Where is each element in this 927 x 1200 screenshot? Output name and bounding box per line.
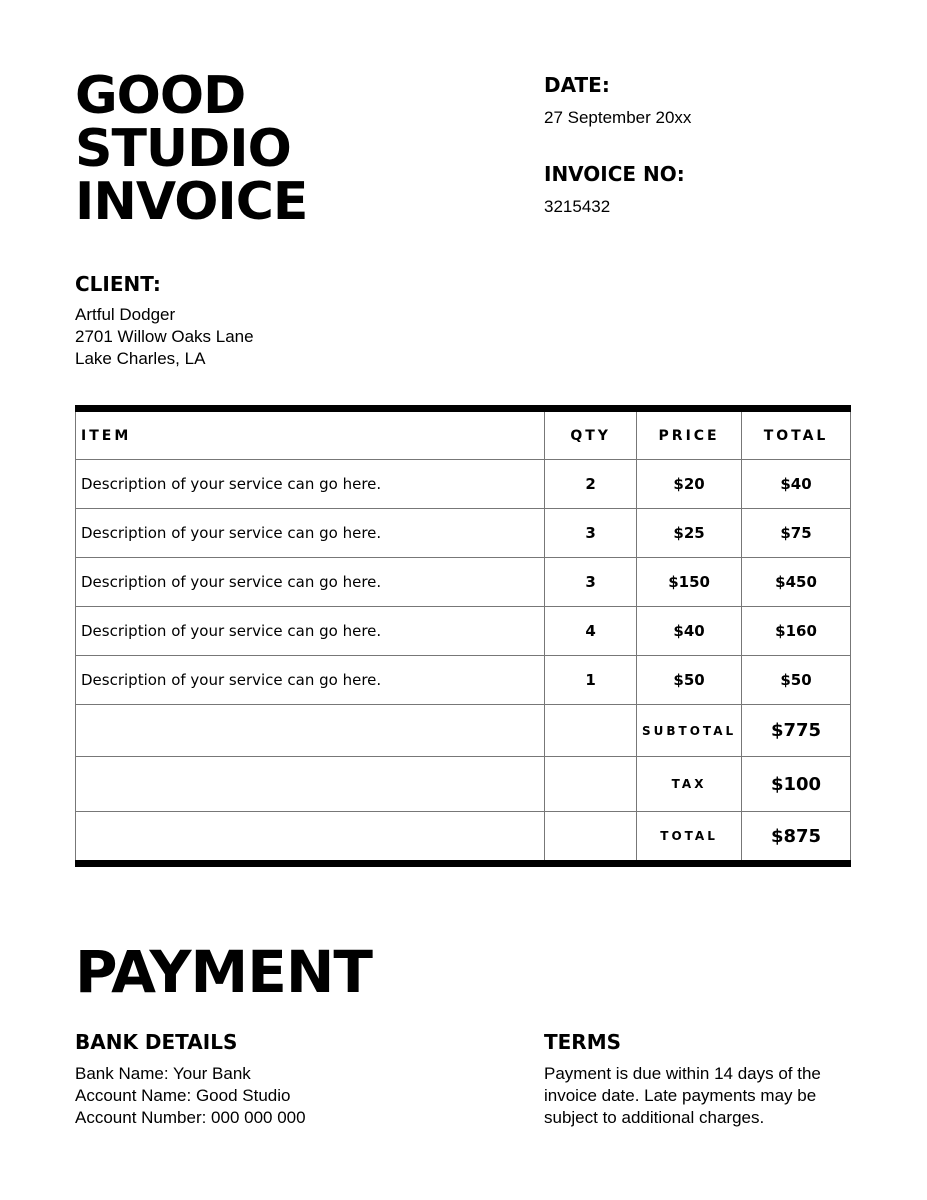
row-item: Description of your service can go here. xyxy=(76,558,545,607)
subtotal-label: SUBTOTAL xyxy=(637,705,742,757)
title-line-3: INVOICE xyxy=(75,172,308,232)
title-line-2: STUDIO xyxy=(75,119,291,179)
tax-row xyxy=(76,757,851,812)
row-item: Description of your service can go here. xyxy=(76,607,545,656)
row-item: Description of your service can go here. xyxy=(76,509,545,558)
table-header-row xyxy=(76,409,851,460)
row-total: $75 xyxy=(742,509,851,558)
header-price: PRICE xyxy=(637,409,742,460)
client-address-line1: 2701 Willow Oaks Lane xyxy=(75,327,254,346)
bank-details xyxy=(75,1063,306,1129)
total-row xyxy=(76,812,851,864)
bank-details-label: BANK DETAILS xyxy=(75,1030,238,1054)
total-value: $875 xyxy=(742,812,851,864)
row-qty: 3 xyxy=(545,509,637,558)
row-total: $50 xyxy=(742,656,851,705)
table-row xyxy=(76,607,851,656)
total-label: TOTAL xyxy=(637,812,742,864)
payment-heading: PAYMENT xyxy=(75,938,372,1006)
bank-name: Bank Name: Your Bank xyxy=(75,1064,251,1083)
row-qty: 2 xyxy=(545,460,637,509)
row-total: $450 xyxy=(742,558,851,607)
empty-cell xyxy=(76,757,545,812)
empty-cell xyxy=(545,757,637,812)
invoice-table xyxy=(75,405,851,867)
header-total: TOTAL xyxy=(742,409,851,460)
invoice-title xyxy=(75,66,308,232)
header-item: ITEM xyxy=(76,409,545,460)
subtotal-value: $775 xyxy=(742,705,851,757)
client-name: Artful Dodger xyxy=(75,305,176,324)
row-price: $40 xyxy=(637,607,742,656)
table-row xyxy=(76,558,851,607)
empty-cell xyxy=(76,705,545,757)
terms-text: Payment is due within 14 days of the invoice date. Late payments may be subject to additional charges. xyxy=(544,1064,821,1127)
row-item: Description of your service can go here. xyxy=(76,656,545,705)
empty-cell xyxy=(545,705,637,757)
row-price: $50 xyxy=(637,656,742,705)
client-label: CLIENT: xyxy=(75,272,161,296)
client-details xyxy=(75,304,254,370)
date-value: 27 September 20xx xyxy=(544,108,692,127)
invoice-no-label: INVOICE NO: xyxy=(544,162,685,186)
table-row xyxy=(76,656,851,705)
date-label: DATE: xyxy=(544,73,610,97)
tax-label: TAX xyxy=(637,757,742,812)
row-price: $150 xyxy=(637,558,742,607)
table-row xyxy=(76,460,851,509)
title-line-1: GOOD xyxy=(75,66,246,126)
row-qty: 1 xyxy=(545,656,637,705)
empty-cell xyxy=(76,812,545,864)
subtotal-row xyxy=(76,705,851,757)
account-number: Account Number: 000 000 000 xyxy=(75,1108,306,1127)
row-total: $160 xyxy=(742,607,851,656)
account-name: Account Name: Good Studio xyxy=(75,1086,291,1105)
invoice-no-value: 3215432 xyxy=(544,197,611,216)
row-item: Description of your service can go here. xyxy=(76,460,545,509)
terms-label: TERMS xyxy=(544,1030,622,1054)
client-address-line2: Lake Charles, LA xyxy=(75,349,206,368)
row-total: $40 xyxy=(742,460,851,509)
table-row xyxy=(76,509,851,558)
empty-cell xyxy=(545,812,637,864)
row-price: $25 xyxy=(637,509,742,558)
row-qty: 4 xyxy=(545,607,637,656)
row-qty: 3 xyxy=(545,558,637,607)
tax-value: $100 xyxy=(742,757,851,812)
row-price: $20 xyxy=(637,460,742,509)
header-qty: QTY xyxy=(545,409,637,460)
